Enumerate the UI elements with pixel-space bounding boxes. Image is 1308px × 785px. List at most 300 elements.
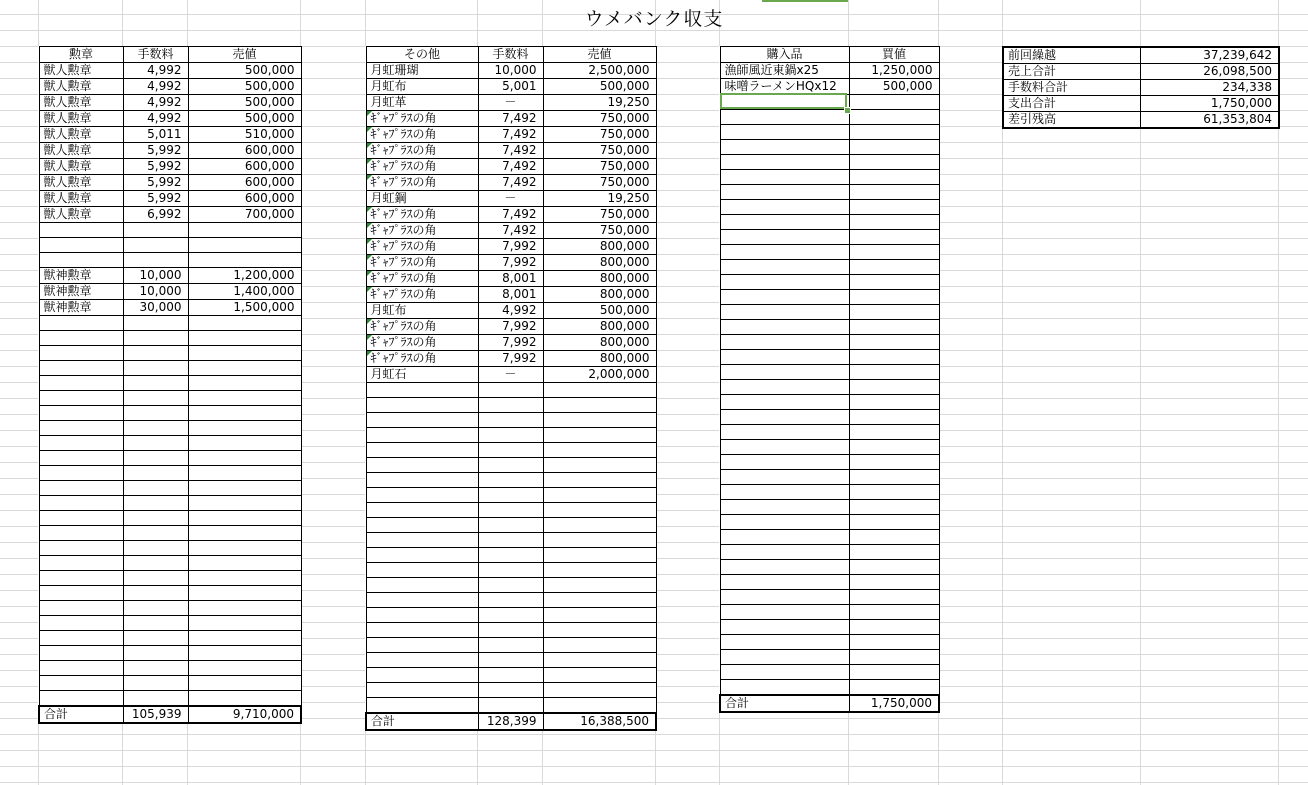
purchase-name-cell[interactable] bbox=[720, 560, 849, 575]
fee-cell[interactable] bbox=[478, 398, 543, 413]
item-name-cell[interactable] bbox=[39, 526, 123, 541]
summary-value[interactable]: 61,353,804 bbox=[1140, 112, 1279, 129]
fee-cell[interactable]: 7,492 bbox=[478, 223, 543, 239]
purchase-price-cell[interactable] bbox=[849, 275, 939, 290]
fee-cell[interactable]: 7,992 bbox=[478, 319, 543, 335]
price-cell[interactable] bbox=[188, 253, 301, 268]
purchase-name-cell[interactable] bbox=[720, 365, 849, 380]
purchase-name-cell[interactable] bbox=[720, 575, 849, 590]
price-cell[interactable] bbox=[543, 668, 656, 683]
purchase-name-cell[interactable] bbox=[720, 230, 849, 245]
item-name-cell[interactable] bbox=[39, 223, 123, 238]
item-name-cell[interactable]: 獣人勲章 bbox=[39, 207, 123, 223]
item-name-cell[interactable] bbox=[39, 616, 123, 631]
column-header[interactable]: 手数料 bbox=[478, 47, 543, 63]
summary-label[interactable]: 前回繰越 bbox=[1003, 47, 1140, 64]
fee-cell[interactable]: 5,992 bbox=[123, 159, 188, 175]
fee-cell[interactable] bbox=[123, 526, 188, 541]
item-name-cell[interactable]: ｷﾞｬﾌﾟﾗｽの角 bbox=[366, 127, 478, 143]
price-cell[interactable]: 750,000 bbox=[543, 223, 656, 239]
fee-cell[interactable]: 10,000 bbox=[123, 268, 188, 284]
item-name-cell[interactable] bbox=[39, 541, 123, 556]
column-header[interactable]: 買値 bbox=[849, 47, 939, 63]
purchase-price-cell[interactable] bbox=[849, 230, 939, 245]
fee-cell[interactable]: － bbox=[478, 367, 543, 383]
item-name-cell[interactable] bbox=[366, 518, 478, 533]
purchase-name-cell[interactable] bbox=[720, 485, 849, 500]
price-cell[interactable] bbox=[188, 238, 301, 253]
purchase-price-cell[interactable] bbox=[849, 590, 939, 605]
item-name-cell[interactable] bbox=[366, 488, 478, 503]
item-name-cell[interactable] bbox=[39, 421, 123, 436]
fee-cell[interactable] bbox=[123, 331, 188, 346]
price-cell[interactable] bbox=[188, 616, 301, 631]
item-name-cell[interactable] bbox=[366, 383, 478, 398]
price-cell[interactable]: 510,000 bbox=[188, 127, 301, 143]
fee-cell[interactable]: 30,000 bbox=[123, 300, 188, 316]
item-name-cell[interactable] bbox=[366, 533, 478, 548]
item-name-cell[interactable] bbox=[366, 593, 478, 608]
item-name-cell[interactable] bbox=[39, 253, 123, 268]
fee-cell[interactable]: 8,001 bbox=[478, 271, 543, 287]
purchase-price-cell[interactable] bbox=[849, 530, 939, 545]
fee-cell[interactable] bbox=[478, 653, 543, 668]
purchase-name-cell[interactable] bbox=[720, 605, 849, 620]
purchase-price-cell[interactable] bbox=[849, 650, 939, 665]
purchase-price-cell[interactable] bbox=[849, 395, 939, 410]
item-name-cell[interactable] bbox=[39, 631, 123, 646]
price-cell[interactable] bbox=[543, 398, 656, 413]
purchase-name-cell[interactable] bbox=[720, 665, 849, 680]
purchase-price-cell[interactable] bbox=[849, 140, 939, 155]
purchase-price-cell[interactable] bbox=[849, 410, 939, 425]
purchase-price-cell[interactable] bbox=[849, 440, 939, 455]
item-name-cell[interactable]: ｷﾞｬﾌﾟﾗｽの角 bbox=[366, 143, 478, 159]
fee-cell[interactable] bbox=[123, 223, 188, 238]
fee-cell[interactable]: 7,492 bbox=[478, 111, 543, 127]
item-name-cell[interactable] bbox=[39, 691, 123, 706]
price-cell[interactable] bbox=[543, 608, 656, 623]
column-header[interactable]: その他 bbox=[366, 47, 478, 63]
price-cell[interactable] bbox=[543, 653, 656, 668]
price-cell[interactable] bbox=[188, 571, 301, 586]
item-name-cell[interactable] bbox=[366, 683, 478, 698]
price-cell[interactable]: 700,000 bbox=[188, 207, 301, 223]
purchase-name-cell[interactable] bbox=[720, 140, 849, 155]
price-cell[interactable] bbox=[188, 661, 301, 676]
fee-cell[interactable]: 7,492 bbox=[478, 175, 543, 191]
fee-cell[interactable] bbox=[123, 406, 188, 421]
item-name-cell[interactable]: ｷﾞｬﾌﾟﾗｽの角 bbox=[366, 111, 478, 127]
fee-cell[interactable] bbox=[123, 646, 188, 661]
price-cell[interactable]: 800,000 bbox=[543, 255, 656, 271]
fee-cell[interactable]: 5,992 bbox=[123, 175, 188, 191]
item-name-cell[interactable]: 獣人勲章 bbox=[39, 111, 123, 127]
price-cell[interactable] bbox=[543, 578, 656, 593]
price-cell[interactable]: 800,000 bbox=[543, 287, 656, 303]
fee-cell[interactable]: 7,492 bbox=[478, 207, 543, 223]
fee-cell[interactable]: 7,492 bbox=[478, 143, 543, 159]
item-name-cell[interactable] bbox=[366, 473, 478, 488]
purchase-name-cell[interactable] bbox=[720, 395, 849, 410]
purchase-name-cell[interactable] bbox=[720, 110, 849, 125]
purchase-name-cell[interactable] bbox=[720, 515, 849, 530]
fee-cell[interactable] bbox=[478, 683, 543, 698]
price-cell[interactable] bbox=[188, 361, 301, 376]
item-name-cell[interactable] bbox=[366, 638, 478, 653]
purchase-price-cell[interactable] bbox=[849, 335, 939, 350]
item-name-cell[interactable]: ｷﾞｬﾌﾟﾗｽの角 bbox=[366, 239, 478, 255]
purchase-name-cell[interactable] bbox=[720, 215, 849, 230]
item-name-cell[interactable] bbox=[39, 676, 123, 691]
item-name-cell[interactable] bbox=[39, 316, 123, 331]
purchase-price-cell[interactable] bbox=[849, 455, 939, 470]
fee-cell[interactable]: 7,992 bbox=[478, 335, 543, 351]
fee-cell[interactable]: 7,992 bbox=[478, 239, 543, 255]
price-cell[interactable] bbox=[188, 316, 301, 331]
item-name-cell[interactable] bbox=[366, 413, 478, 428]
fee-cell[interactable] bbox=[123, 346, 188, 361]
item-name-cell[interactable]: ｷﾞｬﾌﾟﾗｽの角 bbox=[366, 175, 478, 191]
summary-label[interactable]: 売上合計 bbox=[1003, 64, 1140, 80]
item-name-cell[interactable]: ｷﾞｬﾌﾟﾗｽの角 bbox=[366, 159, 478, 175]
fee-cell[interactable] bbox=[123, 238, 188, 253]
price-cell[interactable] bbox=[188, 511, 301, 526]
price-cell[interactable]: 500,000 bbox=[188, 63, 301, 79]
price-cell[interactable] bbox=[188, 223, 301, 238]
price-cell[interactable]: 2,000,000 bbox=[543, 367, 656, 383]
price-cell[interactable] bbox=[188, 496, 301, 511]
price-cell[interactable]: 800,000 bbox=[543, 271, 656, 287]
price-cell[interactable] bbox=[188, 631, 301, 646]
item-name-cell[interactable]: 月虹石 bbox=[366, 367, 478, 383]
purchase-name-cell[interactable] bbox=[720, 245, 849, 260]
item-name-cell[interactable]: 月虹布 bbox=[366, 79, 478, 95]
price-cell[interactable]: 750,000 bbox=[543, 143, 656, 159]
fee-cell[interactable] bbox=[123, 466, 188, 481]
purchase-name-cell[interactable] bbox=[720, 530, 849, 545]
item-name-cell[interactable]: ｷﾞｬﾌﾟﾗｽの角 bbox=[366, 351, 478, 367]
fee-cell[interactable] bbox=[478, 668, 543, 683]
item-name-cell[interactable] bbox=[39, 586, 123, 601]
fee-cell[interactable]: 5,992 bbox=[123, 143, 188, 159]
fee-cell[interactable] bbox=[478, 503, 543, 518]
item-name-cell[interactable] bbox=[39, 376, 123, 391]
item-name-cell[interactable]: ｷﾞｬﾌﾟﾗｽの角 bbox=[366, 287, 478, 303]
fee-cell[interactable] bbox=[123, 436, 188, 451]
price-cell[interactable]: 750,000 bbox=[543, 111, 656, 127]
price-cell[interactable] bbox=[543, 623, 656, 638]
total-value[interactable]: 1,750,000 bbox=[849, 695, 939, 712]
price-cell[interactable]: 2,500,000 bbox=[543, 63, 656, 79]
item-name-cell[interactable] bbox=[39, 391, 123, 406]
price-cell[interactable]: 19,250 bbox=[543, 191, 656, 207]
item-name-cell[interactable] bbox=[39, 346, 123, 361]
purchase-price-cell[interactable]: 1,250,000 bbox=[849, 63, 939, 79]
purchase-price-cell[interactable] bbox=[849, 470, 939, 485]
total-value[interactable]: 9,710,000 bbox=[188, 706, 301, 723]
item-name-cell[interactable] bbox=[39, 496, 123, 511]
price-cell[interactable] bbox=[543, 473, 656, 488]
fee-cell[interactable] bbox=[123, 253, 188, 268]
fee-cell[interactable] bbox=[123, 391, 188, 406]
price-cell[interactable] bbox=[543, 503, 656, 518]
purchase-name-cell[interactable]: 味噌ラーメンHQx12 bbox=[720, 79, 849, 95]
purchase-price-cell[interactable] bbox=[849, 110, 939, 125]
price-cell[interactable] bbox=[188, 676, 301, 691]
price-cell[interactable] bbox=[188, 481, 301, 496]
purchase-price-cell[interactable] bbox=[849, 155, 939, 170]
item-name-cell[interactable] bbox=[39, 481, 123, 496]
fee-cell[interactable] bbox=[123, 571, 188, 586]
fee-cell[interactable]: 7,992 bbox=[478, 351, 543, 367]
item-name-cell[interactable]: ｷﾞｬﾌﾟﾗｽの角 bbox=[366, 335, 478, 351]
summary-value[interactable]: 1,750,000 bbox=[1140, 96, 1279, 112]
column-header[interactable]: 売値 bbox=[543, 47, 656, 63]
price-cell[interactable] bbox=[543, 383, 656, 398]
item-name-cell[interactable]: 獣神勲章 bbox=[39, 268, 123, 284]
fee-cell[interactable] bbox=[478, 563, 543, 578]
price-cell[interactable] bbox=[543, 593, 656, 608]
total-label[interactable]: 合計 bbox=[366, 713, 478, 730]
item-name-cell[interactable]: ｷﾞｬﾌﾟﾗｽの角 bbox=[366, 271, 478, 287]
purchase-name-cell[interactable]: 漁師風近東鍋x25 bbox=[720, 63, 849, 79]
purchase-name-cell[interactable] bbox=[720, 455, 849, 470]
fee-cell[interactable] bbox=[478, 623, 543, 638]
price-cell[interactable]: 500,000 bbox=[188, 95, 301, 111]
item-name-cell[interactable] bbox=[39, 436, 123, 451]
price-cell[interactable] bbox=[543, 698, 656, 713]
purchase-price-cell[interactable] bbox=[849, 560, 939, 575]
item-name-cell[interactable] bbox=[366, 608, 478, 623]
fill-handle[interactable] bbox=[844, 107, 851, 114]
item-name-cell[interactable] bbox=[39, 361, 123, 376]
purchase-price-cell[interactable] bbox=[849, 320, 939, 335]
fee-cell[interactable]: 4,992 bbox=[478, 303, 543, 319]
purchase-price-cell[interactable] bbox=[849, 515, 939, 530]
column-header[interactable]: 売値 bbox=[188, 47, 301, 63]
item-name-cell[interactable] bbox=[39, 646, 123, 661]
fee-cell[interactable]: 5,992 bbox=[123, 191, 188, 207]
price-cell[interactable]: 750,000 bbox=[543, 127, 656, 143]
purchase-price-cell[interactable] bbox=[849, 185, 939, 200]
price-cell[interactable] bbox=[188, 601, 301, 616]
purchase-price-cell[interactable] bbox=[849, 680, 939, 695]
total-value[interactable]: 105,939 bbox=[123, 706, 188, 723]
item-name-cell[interactable] bbox=[366, 623, 478, 638]
summary-label[interactable]: 手数料合計 bbox=[1003, 80, 1140, 96]
price-cell[interactable]: 600,000 bbox=[188, 143, 301, 159]
price-cell[interactable] bbox=[188, 466, 301, 481]
price-cell[interactable]: 1,200,000 bbox=[188, 268, 301, 284]
total-label[interactable]: 合計 bbox=[39, 706, 123, 723]
price-cell[interactable]: 750,000 bbox=[543, 207, 656, 223]
purchase-name-cell[interactable] bbox=[720, 200, 849, 215]
item-name-cell[interactable]: ｷﾞｬﾌﾟﾗｽの角 bbox=[366, 207, 478, 223]
purchase-name-cell[interactable] bbox=[720, 185, 849, 200]
purchase-price-cell[interactable] bbox=[849, 635, 939, 650]
fee-cell[interactable] bbox=[123, 631, 188, 646]
item-name-cell[interactable] bbox=[366, 458, 478, 473]
purchase-price-cell[interactable] bbox=[849, 170, 939, 185]
purchase-name-cell[interactable] bbox=[720, 470, 849, 485]
item-name-cell[interactable]: ｷﾞｬﾌﾟﾗｽの角 bbox=[366, 223, 478, 239]
fee-cell[interactable]: 4,992 bbox=[123, 63, 188, 79]
fee-cell[interactable] bbox=[478, 473, 543, 488]
summary-value[interactable]: 26,098,500 bbox=[1140, 64, 1279, 80]
item-name-cell[interactable]: ｷﾞｬﾌﾟﾗｽの角 bbox=[366, 255, 478, 271]
purchase-name-cell[interactable] bbox=[720, 680, 849, 695]
item-name-cell[interactable]: ｷﾞｬﾌﾟﾗｽの角 bbox=[366, 319, 478, 335]
fee-cell[interactable] bbox=[123, 496, 188, 511]
total-label[interactable]: 合計 bbox=[720, 695, 849, 712]
price-cell[interactable]: 800,000 bbox=[543, 351, 656, 367]
purchase-name-cell[interactable] bbox=[720, 590, 849, 605]
price-cell[interactable] bbox=[188, 406, 301, 421]
price-cell[interactable]: 800,000 bbox=[543, 335, 656, 351]
fee-cell[interactable]: － bbox=[478, 191, 543, 207]
purchase-name-cell[interactable] bbox=[720, 500, 849, 515]
price-cell[interactable] bbox=[188, 541, 301, 556]
fee-cell[interactable] bbox=[123, 451, 188, 466]
price-cell[interactable] bbox=[188, 646, 301, 661]
fee-cell[interactable] bbox=[123, 361, 188, 376]
item-name-cell[interactable] bbox=[366, 668, 478, 683]
column-header[interactable]: 購入品 bbox=[720, 47, 849, 63]
column-header[interactable]: 勲章 bbox=[39, 47, 123, 63]
item-name-cell[interactable]: 獣人勲章 bbox=[39, 127, 123, 143]
fee-cell[interactable]: 4,992 bbox=[123, 79, 188, 95]
purchase-price-cell[interactable] bbox=[849, 245, 939, 260]
item-name-cell[interactable] bbox=[39, 601, 123, 616]
price-cell[interactable] bbox=[188, 421, 301, 436]
price-cell[interactable]: 500,000 bbox=[543, 303, 656, 319]
fee-cell[interactable] bbox=[478, 443, 543, 458]
fee-cell[interactable]: － bbox=[478, 95, 543, 111]
purchase-price-cell[interactable] bbox=[849, 380, 939, 395]
fee-cell[interactable]: 5,001 bbox=[478, 79, 543, 95]
price-cell[interactable] bbox=[188, 436, 301, 451]
price-cell[interactable]: 600,000 bbox=[188, 175, 301, 191]
fee-cell[interactable] bbox=[123, 676, 188, 691]
price-cell[interactable] bbox=[543, 548, 656, 563]
price-cell[interactable] bbox=[188, 391, 301, 406]
price-cell[interactable] bbox=[543, 638, 656, 653]
item-name-cell[interactable] bbox=[366, 578, 478, 593]
purchase-price-cell[interactable] bbox=[849, 605, 939, 620]
fee-cell[interactable] bbox=[478, 593, 543, 608]
price-cell[interactable] bbox=[543, 518, 656, 533]
item-name-cell[interactable]: 獣人勲章 bbox=[39, 191, 123, 207]
fee-cell[interactable] bbox=[478, 428, 543, 443]
purchase-name-cell[interactable] bbox=[720, 380, 849, 395]
item-name-cell[interactable] bbox=[366, 563, 478, 578]
fee-cell[interactable] bbox=[123, 376, 188, 391]
fee-cell[interactable] bbox=[123, 541, 188, 556]
item-name-cell[interactable] bbox=[39, 511, 123, 526]
purchase-price-cell[interactable] bbox=[849, 125, 939, 140]
purchase-price-cell[interactable] bbox=[849, 545, 939, 560]
price-cell[interactable]: 600,000 bbox=[188, 159, 301, 175]
price-cell[interactable] bbox=[188, 331, 301, 346]
purchase-price-cell[interactable] bbox=[849, 485, 939, 500]
column-header[interactable]: 手数料 bbox=[123, 47, 188, 63]
purchase-price-cell[interactable] bbox=[849, 665, 939, 680]
item-name-cell[interactable] bbox=[366, 698, 478, 713]
fee-cell[interactable] bbox=[123, 661, 188, 676]
item-name-cell[interactable] bbox=[39, 331, 123, 346]
purchase-name-cell[interactable] bbox=[720, 650, 849, 665]
fee-cell[interactable] bbox=[123, 511, 188, 526]
price-cell[interactable]: 600,000 bbox=[188, 191, 301, 207]
price-cell[interactable] bbox=[188, 691, 301, 706]
fee-cell[interactable] bbox=[123, 556, 188, 571]
fee-cell[interactable] bbox=[123, 691, 188, 706]
price-cell[interactable]: 800,000 bbox=[543, 239, 656, 255]
purchase-name-cell[interactable] bbox=[720, 545, 849, 560]
fee-cell[interactable] bbox=[123, 601, 188, 616]
purchase-name-cell[interactable] bbox=[720, 125, 849, 140]
purchase-price-cell[interactable] bbox=[849, 215, 939, 230]
purchase-name-cell[interactable] bbox=[720, 260, 849, 275]
purchase-name-cell[interactable] bbox=[720, 350, 849, 365]
price-cell[interactable]: 750,000 bbox=[543, 175, 656, 191]
price-cell[interactable]: 800,000 bbox=[543, 319, 656, 335]
price-cell[interactable]: 19,250 bbox=[543, 95, 656, 111]
price-cell[interactable] bbox=[543, 458, 656, 473]
purchase-name-cell[interactable] bbox=[720, 410, 849, 425]
purchase-name-cell[interactable] bbox=[720, 440, 849, 455]
fee-cell[interactable]: 7,492 bbox=[478, 127, 543, 143]
item-name-cell[interactable] bbox=[366, 443, 478, 458]
price-cell[interactable] bbox=[543, 683, 656, 698]
price-cell[interactable]: 1,400,000 bbox=[188, 284, 301, 300]
item-name-cell[interactable]: 獣人勲章 bbox=[39, 159, 123, 175]
item-name-cell[interactable]: 月虹鋼 bbox=[366, 191, 478, 207]
price-cell[interactable] bbox=[188, 586, 301, 601]
purchase-name-cell[interactable] bbox=[720, 320, 849, 335]
item-name-cell[interactable] bbox=[39, 571, 123, 586]
fee-cell[interactable]: 4,992 bbox=[123, 111, 188, 127]
purchase-name-cell[interactable] bbox=[720, 305, 849, 320]
purchase-name-cell[interactable] bbox=[720, 425, 849, 440]
item-name-cell[interactable]: 月虹革 bbox=[366, 95, 478, 111]
item-name-cell[interactable] bbox=[366, 428, 478, 443]
purchase-price-cell[interactable] bbox=[849, 305, 939, 320]
fee-cell[interactable] bbox=[478, 698, 543, 713]
purchase-name-cell[interactable] bbox=[720, 620, 849, 635]
total-value[interactable]: 16,388,500 bbox=[543, 713, 656, 730]
price-cell[interactable] bbox=[543, 533, 656, 548]
item-name-cell[interactable] bbox=[39, 238, 123, 253]
purchase-price-cell[interactable] bbox=[849, 365, 939, 380]
price-cell[interactable]: 500,000 bbox=[188, 111, 301, 127]
fee-cell[interactable]: 7,492 bbox=[478, 159, 543, 175]
summary-value[interactable]: 234,338 bbox=[1140, 80, 1279, 96]
purchase-name-cell[interactable] bbox=[720, 335, 849, 350]
item-name-cell[interactable] bbox=[366, 653, 478, 668]
price-cell[interactable]: 750,000 bbox=[543, 159, 656, 175]
item-name-cell[interactable]: 獣人勲章 bbox=[39, 63, 123, 79]
fee-cell[interactable]: 10,000 bbox=[123, 284, 188, 300]
price-cell[interactable]: 1,500,000 bbox=[188, 300, 301, 316]
fee-cell[interactable] bbox=[123, 316, 188, 331]
item-name-cell[interactable]: 月虹布 bbox=[366, 303, 478, 319]
purchase-price-cell[interactable] bbox=[849, 290, 939, 305]
selected-cell[interactable] bbox=[720, 93, 847, 109]
fee-cell[interactable] bbox=[478, 518, 543, 533]
fee-cell[interactable] bbox=[123, 481, 188, 496]
